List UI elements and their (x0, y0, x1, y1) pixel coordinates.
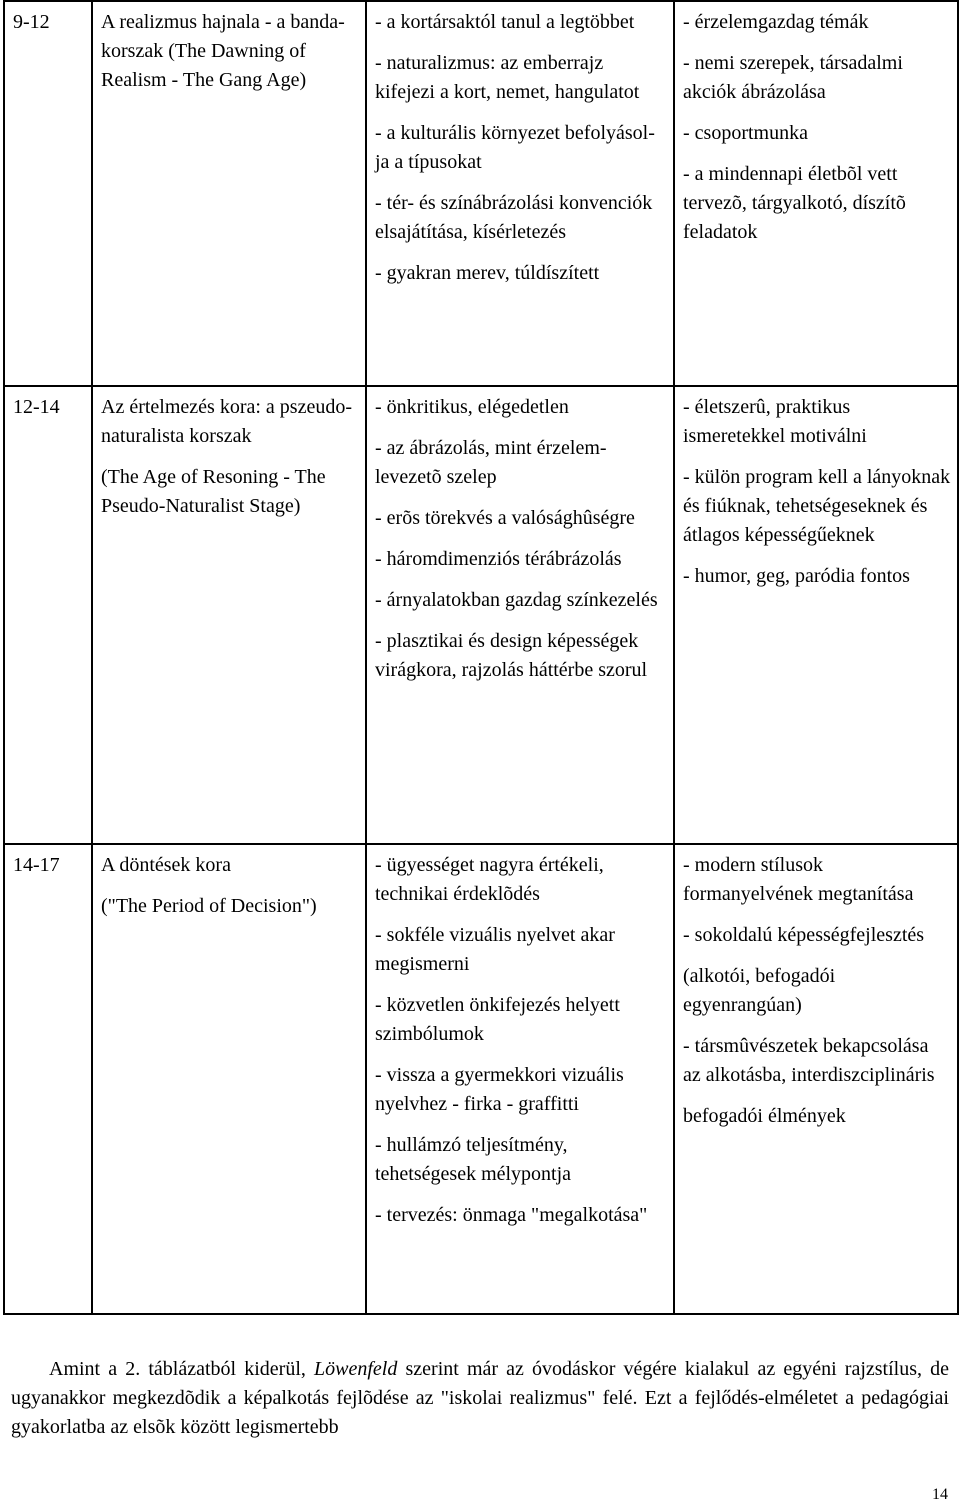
table-row (4, 844, 958, 1314)
characteristic-item: - sokféle vizuális nyelvet akar megismerni (375, 924, 615, 975)
task-item: - csoportmunka (683, 122, 808, 144)
characteristics-cell (366, 1, 674, 386)
stage-cell (92, 1, 366, 386)
paragraph-text-start: Amint a 2. táblázatból kiderül, (49, 1358, 315, 1380)
characteristic-item: - önkritikus, elégedetlen (375, 396, 569, 418)
characteristic-item: - erõs törekvés a valósághûségre (375, 507, 635, 529)
task-item: - külön program kell a lányoknak és fiúknak, tehetségeseknek és átlagos képességűeknek (683, 466, 951, 546)
tasks-cell (674, 844, 958, 1314)
table-body (4, 1, 958, 1314)
age-cell (4, 1, 92, 386)
characteristic-item: - háromdimenziós térábrázolás (375, 548, 622, 570)
task-item: - életszerû, praktikus ismeretekkel motiválni (683, 396, 867, 447)
characteristic-item: - az ábrázolás, mint érzelem- levezetõ szelep (375, 437, 607, 488)
age-cell (4, 844, 92, 1314)
task-item: - modern stílusok formanyelvének megtanítása (683, 854, 914, 905)
page-number: 14 (932, 1486, 948, 1503)
stage-name: A realizmus hajnala - a banda-korszak (The Dawning of Realism - The Gang Age) (101, 11, 345, 91)
characteristic-item: - naturalizmus: az emberrajz kifejezi a kort, nemet, hangulatot (375, 52, 640, 103)
characteristic-item: - árnyalatokban gazdag színkezelés (375, 589, 658, 611)
age-cell (4, 386, 92, 844)
characteristics-cell (366, 386, 674, 844)
task-item: - a mindennapi életbõl vett tervezõ, tárgyalkotó, díszítõ feladatok (683, 163, 906, 243)
task-item: - humor, geg, paródia fontos (683, 565, 910, 587)
characteristic-item: - a kulturális környezet befolyásol- ja a típusokat (375, 122, 655, 173)
table-row (4, 1, 958, 386)
tasks-cell (674, 386, 958, 844)
age-range: 9-12 (13, 11, 50, 33)
stage-name: Az értelmezés kora: a pszeudo-naturalista korszak (101, 396, 352, 447)
stage-name: A döntések kora (101, 854, 231, 876)
characteristic-item: - gyakran merev, túldíszített (375, 262, 600, 284)
author-name: Löwenfeld (314, 1358, 398, 1380)
characteristic-item: - tér- és színábrázolási konvenciók elsajátítása, kísérletezés (375, 192, 653, 243)
task-item: - nemi szerepek, társadalmi akciók ábrázolása (683, 52, 903, 103)
task-item: - sokoldalú képességfejlesztés (683, 924, 925, 946)
characteristic-item: - hullámzó teljesítmény, tehetségesek mélypontja (375, 1134, 572, 1185)
age-range: 12-14 (13, 396, 60, 418)
paragraph-text-end: szerint már az óvodáskor végére kialakul az egyéni rajzstílus, de ugyanakkor megkezdõdik a képalkotás fejlõdése az "iskolai realizmus" felé. Ezt a fejlődés-elméletet a pedagógiai gyakorlatba az elsõk között legismertebb (11, 1358, 950, 1438)
body-paragraph (11, 1355, 949, 1442)
task-item: - társmûvészetek bekapcsolása az alkotásba, interdiszciplináris (683, 1035, 935, 1086)
characteristics-cell (366, 844, 674, 1314)
task-item: - érzelemgazdag témák (683, 11, 869, 33)
stage-cell (92, 386, 366, 844)
stage-name-english: (The Age of Resoning - The Pseudo-Naturalist Stage) (101, 466, 326, 517)
task-item: befogadói élmények (683, 1105, 846, 1127)
task-item: (alkotói, befogadói egyenrangúan) (683, 965, 836, 1016)
characteristic-item: - vissza a gyermekkori vizuális nyelvhez - firka - graffitti (375, 1064, 624, 1115)
characteristic-item: - a kortársaktól tanul a legtöbbet (375, 11, 635, 33)
stage-cell (92, 844, 366, 1314)
stage-name-english: ("The Period of Decision") (101, 895, 317, 917)
age-range: 14-17 (13, 854, 60, 876)
characteristic-item: - ügyességet nagyra értékeli, technikai érdeklõdés (375, 854, 604, 905)
characteristic-item: - plasztikai és design képességek virágkora, rajzolás háttérbe szorul (375, 630, 648, 681)
characteristic-item: - tervezés: önmaga "megalkotása" (375, 1204, 648, 1226)
characteristic-item: - közvetlen önkifejezés helyett szimbólumok (375, 994, 620, 1045)
table-row (4, 386, 958, 844)
development-stages-table (3, 0, 959, 1315)
tasks-cell (674, 1, 958, 386)
